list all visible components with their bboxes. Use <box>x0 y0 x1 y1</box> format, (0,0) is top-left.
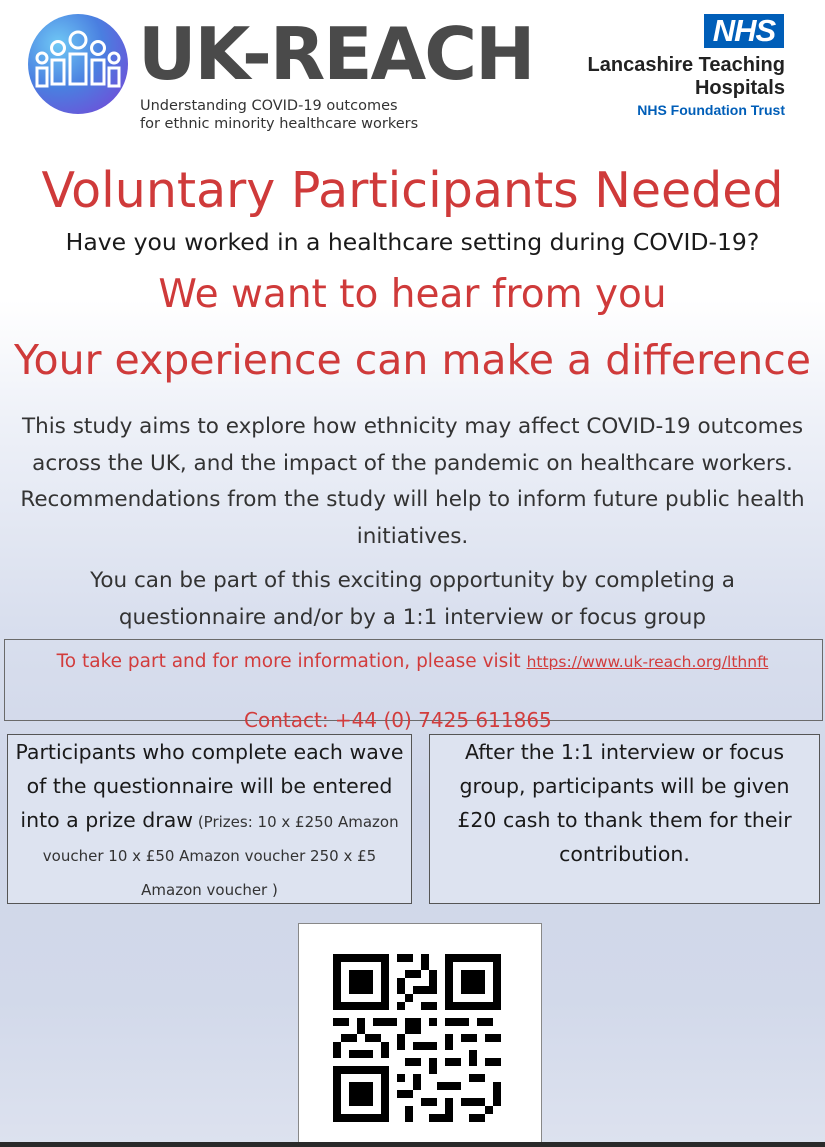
prize-draw-card <box>7 734 412 904</box>
nhs-trust-line3: NHS Foundation Trust <box>637 102 785 118</box>
cash-reward-card <box>429 734 820 904</box>
brand-tagline-line2: for ethnic minority healthcare workers <box>140 116 419 132</box>
brand-tagline-line1: Understanding COVID-19 outcomes <box>140 98 398 114</box>
prize-details: (Prizes: 10 x £250 Amazon voucher 10 x £50 Amazon voucher 250 x £5 Amazon voucher ) <box>42 813 399 899</box>
bottom-edge <box>0 1142 825 1147</box>
nhs-logo-badge: NHS <box>704 14 784 48</box>
info-label: To take part and for more information, please visit <box>56 651 527 672</box>
prize-draw-text <box>8 735 411 905</box>
headline: Voluntary Participants Needed <box>41 162 784 219</box>
qr-code-frame <box>298 923 542 1147</box>
people-group-icon <box>28 14 128 114</box>
website-link[interactable]: https://www.uk-reach.org/lthnft <box>526 653 769 671</box>
prize-draw-main: Participants who complete each wave of the questionnaire will be entered into a prize draw <box>15 740 404 832</box>
question: Have you worked in a healthcare setting during COVID-19? <box>65 228 760 256</box>
qr-code-icon[interactable] <box>333 954 501 1122</box>
make-a-difference: Your experience can make a difference <box>13 336 812 384</box>
study-description: This study aims to explore how ethnicity may affect COVID-19 outcomes across the UK, and the impact of the pandemic on healthcare workers. Recommendations from the study will help to inform future public health initiatives. <box>20 414 805 549</box>
hear-from-you: We want to hear from you <box>158 272 667 317</box>
info-text <box>30 648 795 676</box>
opportunity-text: You can be part of this exciting opportunity by completing a questionnaire and/or by a 1:1 interview or focus group <box>90 568 735 630</box>
uk-reach-logo-icon <box>28 14 128 114</box>
brand-name: UK-REACH <box>138 12 534 96</box>
cash-reward-text: After the 1:1 interview or focus group, participants will be given £20 cash to thank them for their contribution. <box>457 740 792 866</box>
nhs-trust-line1: Lancashire Teaching <box>587 54 785 76</box>
contact-phone: Contact: +44 (0) 7425 611865 <box>244 708 552 732</box>
nhs-trust-line2: Hospitals <box>694 77 785 99</box>
